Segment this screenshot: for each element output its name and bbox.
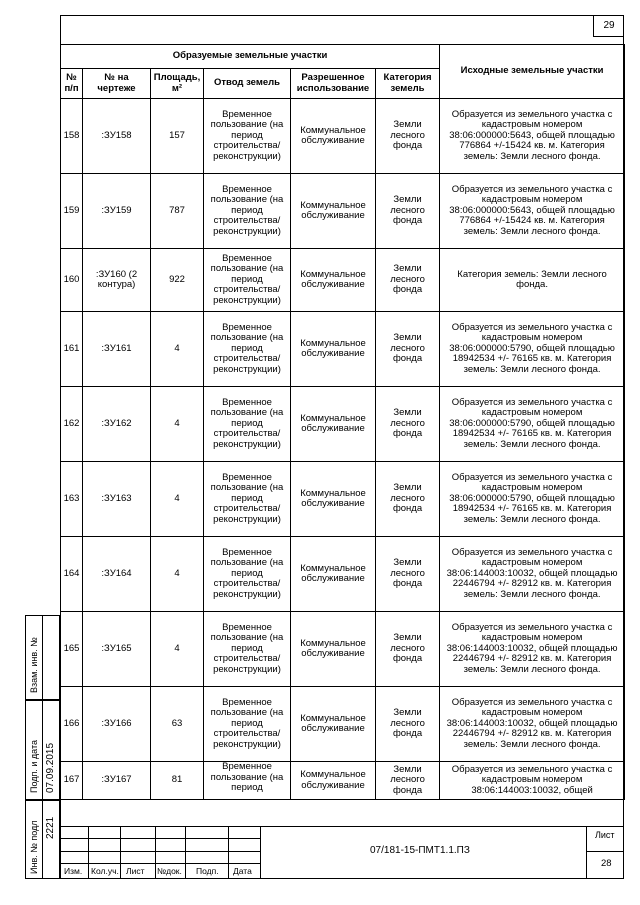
row-category: Земли лесного фонда — [376, 249, 440, 312]
sheet-label: Лист — [595, 830, 615, 840]
row-area: 922 — [151, 249, 204, 312]
side-cell-vzam — [25, 615, 60, 700]
stamp-label-list: Лист — [126, 866, 145, 876]
row-category: Земли лесного фонда — [376, 762, 440, 800]
col-header-use: Разрешенное использование — [291, 69, 376, 99]
sheet-number: 28 — [601, 858, 612, 869]
row-zu: :ЗУ163 — [83, 462, 151, 537]
document-code: 07/181-15-ПМТ1.1.ПЗ — [370, 845, 470, 856]
page-top-number: 29 — [593, 15, 624, 37]
row-num: 159 — [61, 174, 83, 249]
row-zu: :ЗУ160 (2 контура) — [83, 249, 151, 312]
row-source: Образуется из земельного участка с кадастровым номером 38:06:144003:10032, общей площадью 22446794 +/- 82912 кв. м. Категория земель: Земли лесного фонда. — [440, 537, 625, 612]
row-source: Образуется из земельного участка с кадастровым номером 38:06:000000:5790, общей площадью 18942534 +/- 76165 кв. м. Категория земель: Земли лесного фонда. — [440, 462, 625, 537]
row-zu: :ЗУ162 — [83, 387, 151, 462]
side-podp-label: Подп. и дата — [29, 739, 39, 793]
row-area: 4 — [151, 462, 204, 537]
row-category: Земли лесного фонда — [376, 537, 440, 612]
row-area: 4 — [151, 312, 204, 387]
row-otvod: Временное пользование (на период строительства/ реконструкции) — [204, 687, 291, 762]
stamp-label-podp: Подп. — [196, 866, 219, 876]
row-use: Коммунальное обслуживание — [291, 762, 376, 800]
row-use: Коммунальное обслуживание — [291, 387, 376, 462]
row-source: Образуется из земельного участка с кадастровым номером 38:06:000000:5643, общей площадью 776864 +/-15424 кв. м. Категория земель: Земли лесного фонда. — [440, 99, 625, 174]
row-area: 4 — [151, 612, 204, 687]
row-otvod: Временное пользование (на период строительства/ реконструкции) — [204, 99, 291, 174]
row-category: Земли лесного фонда — [376, 687, 440, 762]
source-header: Исходные земельные участки — [440, 45, 625, 99]
row-otvod: Временное пользование (на период строительства/ реконструкции) — [204, 249, 291, 312]
stamp-label-kolvo: Кол.уч. — [91, 866, 119, 876]
side-cell-inv — [25, 800, 60, 879]
table-row — [61, 99, 625, 174]
row-source: Категория земель: Земли лесного фонда. — [440, 249, 625, 312]
row-area: 157 — [151, 99, 204, 174]
row-use: Коммунальное обслуживание — [291, 249, 376, 312]
col-header-area: Площадь, м² — [151, 69, 204, 99]
row-num: 161 — [61, 312, 83, 387]
table-row — [61, 612, 625, 687]
row-category: Земли лесного фонда — [376, 174, 440, 249]
row-otvod: Временное пользование (на период строительства/ реконструкции) — [204, 612, 291, 687]
side-strip — [25, 615, 60, 879]
row-source: Образуется из земельного участка с кадастровым номером 38:06:000000:5790, общей площадью 18942534 +/- 76165 кв. м. Категория земель: Земли лесного фонда. — [440, 387, 625, 462]
row-category: Земли лесного фонда — [376, 462, 440, 537]
col-header-drawing: № на чертеже — [83, 69, 151, 99]
row-use: Коммунальное обслуживание — [291, 612, 376, 687]
row-use: Коммунальное обслуживание — [291, 537, 376, 612]
side-podp-date: 07.09.2015 — [45, 742, 56, 793]
table-row — [61, 312, 625, 387]
row-source: Образуется из земельного участка с кадастровым номером 38:06:144003:10032, общей площадью 22446794 +/- 82912 кв. м. Категория земель: Земли лесного фонда. — [440, 612, 625, 687]
table-row — [61, 387, 625, 462]
table-row — [61, 687, 625, 762]
side-cell-podp — [25, 700, 60, 800]
row-area: 81 — [151, 762, 204, 800]
table-row — [61, 762, 625, 800]
row-source: Образуется из земельного участка с кадастровым номером 38:06:000000:5643, общей площадью 776864 +/-15424 кв. м. Категория земель: Земли лесного фонда. — [440, 174, 625, 249]
row-num: 162 — [61, 387, 83, 462]
row-use: Коммунальное обслуживание — [291, 312, 376, 387]
row-use: Коммунальное обслуживание — [291, 687, 376, 762]
land-plots-table — [60, 44, 625, 800]
row-num: 166 — [61, 687, 83, 762]
row-num: 165 — [61, 612, 83, 687]
side-vzam-label: Взам. инв. № — [29, 637, 39, 693]
stamp-label-izm: Изм. — [64, 866, 83, 876]
side-inv-value: 2221 — [45, 816, 56, 839]
row-zu: :ЗУ165 — [83, 612, 151, 687]
row-category: Земли лесного фонда — [376, 312, 440, 387]
table-row — [61, 537, 625, 612]
row-use: Коммунальное обслуживание — [291, 462, 376, 537]
row-otvod: Временное пользование (на период строительства/ реконструкции) — [204, 174, 291, 249]
row-source: Образуется из земельного участка с кадастровым номером 38:06:000000:5790, общей площадью 18942534 +/- 76165 кв. м. Категория земель: Земли лесного фонда. — [440, 312, 625, 387]
stamp-label-date: Дата — [233, 866, 252, 876]
col-header-otvod: Отвод земель — [204, 69, 291, 99]
row-zu: :ЗУ161 — [83, 312, 151, 387]
row-area: 787 — [151, 174, 204, 249]
row-otvod: Временное пользование (на период строительства/ реконструкции) — [204, 537, 291, 612]
group-header: Образуемые земельные участки — [61, 45, 440, 69]
col-header-num: № п/п — [61, 69, 83, 99]
row-category: Земли лесного фонда — [376, 387, 440, 462]
col-header-category: Категория земель — [376, 69, 440, 99]
row-category: Земли лесного фонда — [376, 612, 440, 687]
row-otvod: Временное пользование (на период строительства/ реконструкции) — [204, 312, 291, 387]
stamp-label-ndok: №док. — [157, 866, 182, 876]
table-row — [61, 462, 625, 537]
row-num: 160 — [61, 249, 83, 312]
row-num: 167 — [61, 762, 83, 800]
row-zu: :ЗУ166 — [83, 687, 151, 762]
row-num: 158 — [61, 99, 83, 174]
row-use: Коммунальное обслуживание — [291, 174, 376, 249]
row-zu: :ЗУ164 — [83, 537, 151, 612]
side-inv-label: Инв. № подл — [29, 820, 39, 874]
row-use: Коммунальное обслуживание — [291, 99, 376, 174]
row-zu: :ЗУ167 — [83, 762, 151, 800]
row-otvod: Временное пользование (на период строительства/ реконструкции) — [204, 462, 291, 537]
row-otvod: Временное пользование (на период строительства/ реконструкции) — [204, 387, 291, 462]
row-area: 4 — [151, 537, 204, 612]
row-area: 63 — [151, 687, 204, 762]
row-otvod: Временное пользование (на период — [204, 762, 291, 800]
row-num: 164 — [61, 537, 83, 612]
row-category: Земли лесного фонда — [376, 99, 440, 174]
row-num: 163 — [61, 462, 83, 537]
row-source: Образуется из земельного участка с кадастровым номером 38:06:144003:10032, общей — [440, 762, 625, 800]
row-source: Образуется из земельного участка с кадастровым номером 38:06:144003:10032, общей площадью 22446794 +/- 82912 кв. м. Категория земель: Земли лесного фонда. — [440, 687, 625, 762]
row-area: 4 — [151, 387, 204, 462]
table-row — [61, 174, 625, 249]
table-row — [61, 249, 625, 312]
row-zu: :ЗУ158 — [83, 99, 151, 174]
row-zu: :ЗУ159 — [83, 174, 151, 249]
title-block — [60, 826, 624, 879]
